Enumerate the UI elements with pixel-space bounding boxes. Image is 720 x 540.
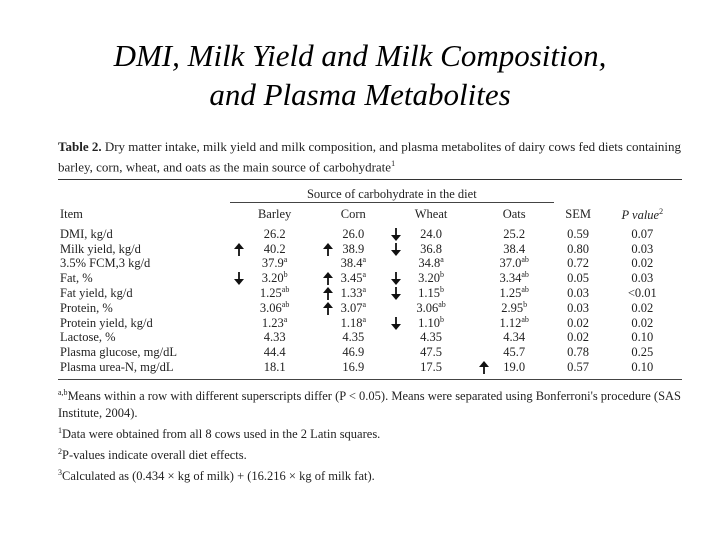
cell-barley [230, 242, 319, 257]
cell-value: 4.35 [420, 330, 442, 345]
table-body [58, 227, 682, 375]
table-document [58, 138, 682, 485]
cell-wheat [387, 271, 474, 286]
cell-superscript: a [362, 299, 367, 309]
cell-corn [319, 301, 387, 316]
cell-value: 38.4 [340, 256, 363, 271]
cell-barley [230, 227, 319, 242]
cell-barley [230, 256, 319, 271]
arrow-up-icon [322, 287, 334, 300]
arrow-up-icon [322, 243, 334, 256]
table-row [58, 330, 682, 345]
cell-corn [319, 316, 387, 331]
table-caption-sup: 1 [391, 159, 396, 168]
cell-value: 2.95 [501, 300, 524, 315]
cell-sem: 0.05 [567, 271, 590, 286]
cell-superscript: ab [521, 255, 529, 265]
cell-value: 4.33 [263, 330, 286, 345]
cell-sem: 0.72 [567, 256, 590, 271]
cell-wheat [387, 301, 474, 316]
cell-oats [475, 330, 554, 345]
cell-value: 36.8 [420, 241, 442, 256]
cell-superscript: b [283, 270, 288, 280]
cell-value: 3.07 [340, 300, 363, 315]
table-row [58, 316, 682, 331]
cell-value: 40.2 [263, 241, 286, 256]
table-row [58, 242, 682, 257]
arrow-down-icon [390, 228, 402, 241]
cell-wheat [387, 286, 474, 301]
cell-superscript: b [439, 284, 444, 294]
cell-value: 3.20 [261, 271, 284, 286]
footnote [58, 384, 682, 422]
cell-barley [230, 345, 319, 360]
cell-value: 17.5 [420, 360, 442, 374]
cell-sem: 0.59 [567, 226, 590, 241]
footnote [58, 422, 682, 443]
cell-superscript: ab [281, 299, 290, 309]
p-value-label: P value [621, 207, 660, 222]
cell-oats [475, 271, 554, 286]
source-header: Source of carbohydrate in the diet [306, 186, 477, 201]
cell-superscript: a [362, 314, 367, 324]
cell-p: 0.25 [631, 345, 654, 360]
cell-p: 0.02 [631, 256, 654, 271]
row-label: Fat yield, kg/d [60, 286, 133, 301]
arrow-up-icon [478, 361, 490, 374]
row-label: Protein yield, kg/d [60, 315, 153, 330]
cell-value: 26.2 [263, 226, 286, 241]
slide-title-line-1: DMI, Milk Yield and Milk Composition, [113, 38, 607, 73]
cell-value: 1.12 [499, 315, 522, 330]
cell-superscript: b [439, 314, 444, 324]
cell-superscript: a [283, 314, 288, 324]
cell-superscript: a [362, 284, 367, 294]
cell-wheat [387, 330, 474, 345]
cell-corn [319, 286, 387, 301]
cell-superscript: ab [521, 284, 529, 294]
cell-value: 1.15 [418, 286, 440, 301]
arrow-down-icon [233, 272, 245, 285]
cell-wheat [387, 316, 474, 331]
footnote-marker: 1 [58, 425, 62, 435]
cell-corn [319, 256, 387, 271]
table-row [58, 286, 682, 301]
cell-oats [475, 256, 554, 271]
col-header-oats: Oats [502, 207, 526, 222]
cell-value: 16.9 [342, 360, 365, 374]
cell-corn [319, 227, 387, 242]
col-header-item: Item [60, 207, 83, 222]
footnote-marker: 2 [58, 447, 62, 457]
table-bottom-rule [58, 379, 682, 380]
cell-oats [475, 227, 554, 242]
cell-sem: 0.57 [567, 360, 590, 374]
table-row [58, 227, 682, 242]
cell-corn [319, 360, 387, 375]
col-header-corn: Corn [340, 207, 366, 222]
arrow-down-icon [390, 317, 402, 330]
table-caption-label: Table 2. [58, 139, 102, 154]
col-header-wheat: Wheat [414, 207, 448, 222]
cell-p: 0.07 [631, 226, 654, 241]
cell-oats [475, 345, 554, 360]
cell-p: 0.03 [631, 241, 654, 256]
cell-corn [319, 271, 387, 286]
cell-superscript: b [523, 299, 528, 309]
cell-value: 34.8 [418, 256, 441, 271]
cell-sem: 0.78 [567, 345, 590, 360]
cell-oats [475, 301, 554, 316]
footnote-text: Data were obtained from all 8 cows used in the 2 Latin squares. [62, 427, 381, 442]
cell-value: 38.4 [503, 241, 526, 256]
cell-sem: 0.02 [567, 315, 590, 330]
table-caption [58, 138, 682, 175]
cell-value: 1.18 [340, 315, 363, 330]
row-label: Protein, % [60, 300, 113, 315]
footnote [58, 464, 682, 485]
footnote-text: P-values indicate overall diet effects. [62, 448, 247, 463]
cell-value: 44.4 [263, 345, 286, 360]
cell-value: 37.9 [261, 256, 284, 271]
cell-superscript: ab [521, 314, 529, 324]
cell-wheat [387, 256, 474, 271]
cell-p: 0.02 [631, 315, 654, 330]
cell-corn [319, 345, 387, 360]
row-label: Milk yield, kg/d [60, 241, 141, 256]
cell-value: 1.25 [259, 286, 282, 301]
cell-value: 4.35 [342, 330, 365, 345]
slide-title-line-2: and Plasma Metabolites [209, 77, 511, 112]
cell-superscript: a [283, 255, 288, 265]
cell-superscript: ab [281, 284, 290, 294]
table-row [58, 360, 682, 375]
footnote-marker: a,b [58, 387, 68, 397]
cell-barley [230, 286, 319, 301]
cell-value: 37.0 [499, 256, 522, 271]
cell-value: 3.45 [340, 271, 363, 286]
cell-oats [475, 360, 554, 375]
cell-sem: 0.02 [567, 330, 590, 345]
slide-title [0, 36, 720, 114]
col-header-barley: Barley [257, 207, 292, 222]
row-label: 3.5% FCM,3 kg/d [60, 256, 151, 271]
cell-superscript: ab [438, 299, 446, 309]
cell-value: 26.0 [342, 226, 365, 241]
cell-p: 0.10 [631, 330, 654, 345]
row-label: Lactose, % [60, 330, 116, 345]
cell-superscript: a [362, 270, 367, 280]
cell-oats [475, 242, 554, 257]
cell-value: 1.23 [261, 315, 284, 330]
arrow-down-icon [390, 243, 402, 256]
cell-sem: 0.03 [567, 300, 590, 315]
cell-wheat [387, 242, 474, 257]
cell-value: 3.06 [416, 300, 439, 315]
cell-oats [475, 316, 554, 331]
cell-value: 19.0 [503, 360, 526, 374]
cell-value: 46.9 [342, 345, 365, 360]
row-label: Plasma glucose, mg/dL [60, 345, 177, 360]
cell-corn [319, 242, 387, 257]
col-header-p-value [603, 203, 682, 227]
cell-value: 18.1 [263, 360, 286, 374]
table-row [58, 271, 682, 286]
cell-barley [230, 301, 319, 316]
cell-value: 1.25 [499, 286, 522, 301]
row-label: Plasma urea-N, mg/dL [60, 360, 174, 374]
cell-p: 0.10 [631, 360, 654, 374]
row-label: DMI, kg/d [60, 226, 113, 241]
table-row [58, 345, 682, 360]
footnote [58, 443, 682, 464]
cell-value: 24.0 [420, 226, 442, 241]
cell-barley [230, 316, 319, 331]
col-header-sem: SEM [565, 207, 591, 222]
row-label: Fat, % [60, 271, 93, 286]
footnotes [58, 384, 682, 486]
footnote-marker: 3 [58, 468, 62, 478]
table-row [58, 301, 682, 316]
p-value-sup: 2 [659, 206, 664, 216]
arrow-up-icon [322, 302, 334, 315]
cell-value: 25.2 [503, 226, 526, 241]
cell-value: 1.10 [418, 315, 440, 330]
cell-barley [230, 330, 319, 345]
cell-p: <0.01 [627, 286, 657, 301]
cell-value: 3.06 [259, 300, 282, 315]
cell-value: 47.5 [420, 345, 442, 360]
cell-wheat [387, 345, 474, 360]
cell-sem: 0.80 [567, 241, 590, 256]
cell-value: 45.7 [503, 345, 526, 360]
arrow-down-icon [390, 272, 402, 285]
cell-p: 0.03 [631, 271, 654, 286]
cell-superscript: a [362, 255, 367, 265]
arrow-down-icon [390, 287, 402, 300]
cell-value: 3.34 [499, 271, 522, 286]
cell-corn [319, 330, 387, 345]
arrow-up-icon [322, 272, 334, 285]
arrow-up-icon [233, 243, 245, 256]
footnote-text: Means within a row with different superscripts differ (P < 0.05). Means were separated using Bonferroni's procedure (SAS Institute, 2004). [58, 388, 681, 420]
cell-value: 3.20 [418, 271, 440, 286]
cell-p: 0.02 [631, 300, 654, 315]
cell-superscript: a [440, 255, 444, 265]
cell-value: 4.34 [503, 330, 526, 345]
cell-barley [230, 271, 319, 286]
cell-sem: 0.03 [567, 286, 590, 301]
cell-superscript: ab [521, 270, 529, 280]
cell-wheat [387, 360, 474, 375]
table-caption-text: Dry matter intake, milk yield and milk composition, and plasma metabolites of dairy cows fed diets containing barley, corn, wheat, and oats as the main source of carbohydrate [58, 139, 682, 175]
data-table [58, 180, 682, 374]
footnote-text: Calculated as (0.434 × kg of milk) + (16.216 × kg of milk fat). [62, 469, 375, 484]
table-row [58, 256, 682, 271]
cell-oats [475, 286, 554, 301]
cell-value: 38.9 [342, 241, 365, 256]
cell-barley [230, 360, 319, 375]
cell-value: 1.33 [340, 286, 363, 301]
cell-superscript: b [439, 270, 444, 280]
cell-wheat [387, 227, 474, 242]
